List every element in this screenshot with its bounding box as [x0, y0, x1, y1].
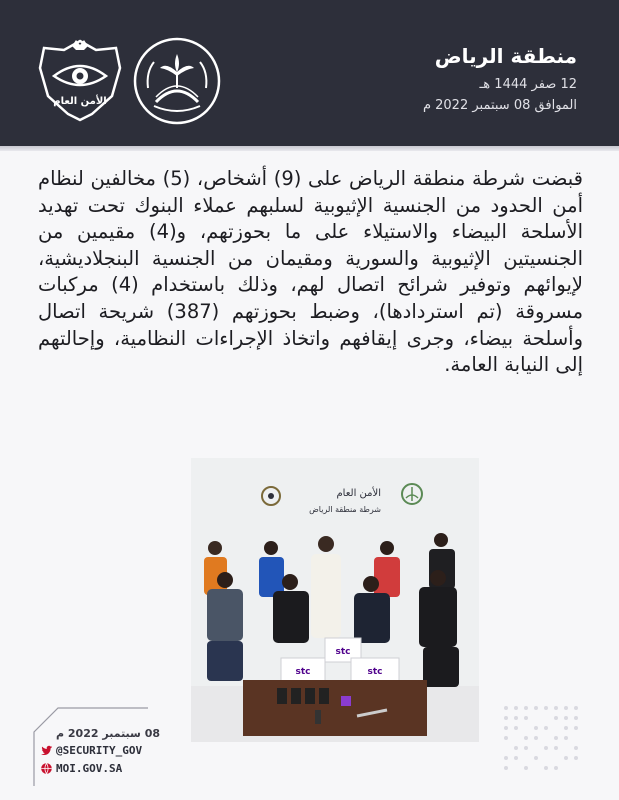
police-logo-text: الأمن العام [53, 96, 107, 107]
stc-label-left: stc [295, 667, 311, 677]
public-security-logo [36, 38, 124, 122]
article-body: قبضت شرطة منطقة الرياض على (9) أشخاص، (5) مخالفين لنظام أمن الحدود من الجنسية الإثيوبية لسلبهم عملاء البنوك تحت تهديد الأسلحة البيضاء والاستيلاء على ما بحوزتهم، و(4) مقيمين من الجنسيتين الإثيوبية والسورية ومقيمان من الجنسية البنجلاديشية، لإيوائهم وتوفير شرائح اتصال لهم، وذلك باستخدام (4) مركبات مسروقة (تم استردادها)، وضبط بحوزتهم (387) شريحة اتصال وأسلحة بيضاء، وجرى إيقافهم واتخاذ الإجراءات النظامية، وإحالتهم إلى النيابة العامة. [38, 167, 584, 377]
banner-title: الأمن العام [336, 488, 381, 499]
twitter-handle[interactable]: @SECURITY_GOV [56, 744, 143, 757]
gregorian-date: الموافق 08 سبتمبر 2022 م [422, 98, 577, 113]
globe-icon [40, 762, 53, 775]
hijri-date: 12 صفر 1444 هـ [479, 77, 577, 92]
decorative-dot-pattern [498, 700, 588, 780]
banner-subtitle: شرطة منطقة الرياض [309, 505, 381, 514]
footer-date: 08 سبتمبر 2022 م [56, 727, 161, 740]
stc-label-right: stc [367, 667, 383, 677]
arrest-photo [191, 458, 479, 742]
region-title: منطقة الرياض [434, 44, 577, 68]
website-link[interactable]: MOI.GOV.SA [56, 762, 123, 775]
header-divider [0, 146, 619, 151]
stc-label-top: stc [335, 647, 351, 657]
saudi-emblem-logo [132, 36, 222, 126]
evidence-table [243, 680, 427, 736]
twitter-icon [40, 744, 53, 757]
